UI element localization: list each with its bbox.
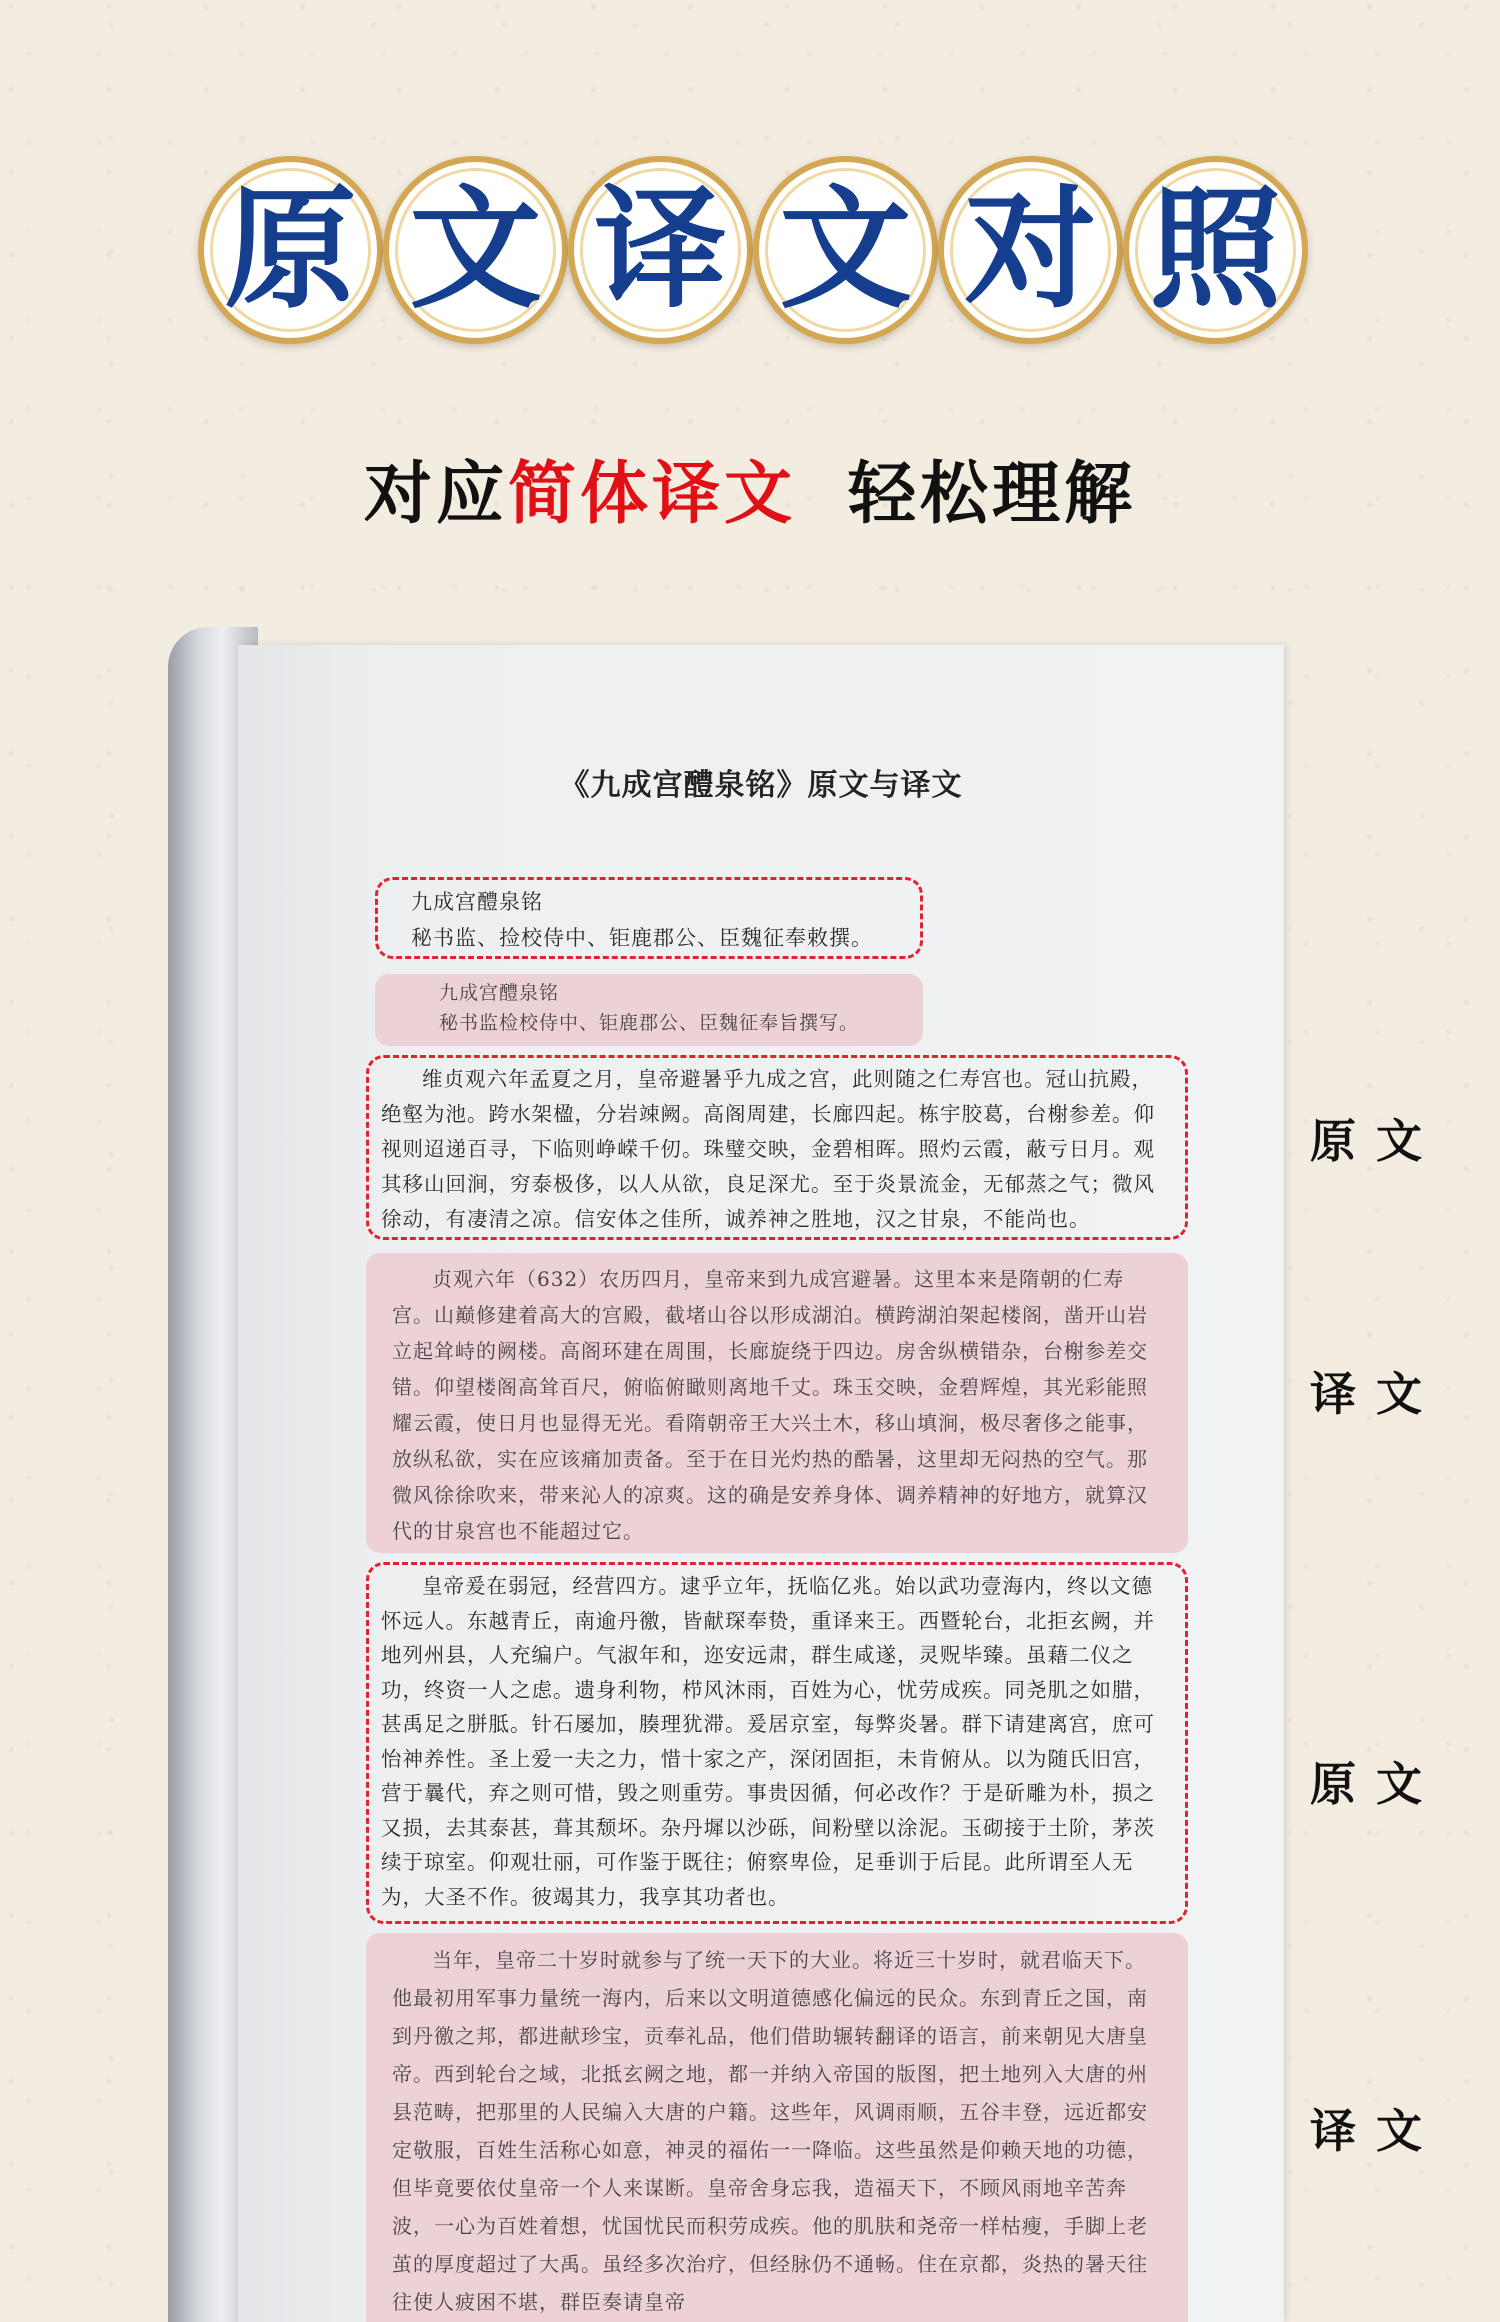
translation-author-line: 秘书监检校侍中、钜鹿郡公、臣魏征奉旨撰写。 [439, 1012, 860, 1034]
side-label-original: 原文 [1310, 1757, 1442, 1811]
original-paragraph: 皇帝爰在弱冠，经营四方。逮乎立年，抚临亿兆。始以武功壹海内，终以文德怀远人。东越青丘，南逾丹徼，皆献琛奉贽，重译来王。西暨轮台，北拒玄阙，并地列州县，人充编户。气淑年和，迩安远肃，群生咸遂，灵贶毕臻。虽藉二仪之功，终资一人之虑。遗身利物，栉风沐雨，百姓为心，忧劳成疾。同尧肌之如腊，甚禹足之胼胝。针石屡加，腠理犹滞。爰居京室，每弊炎暑。群下请建离宫，庶可怡神养性。圣上爱一夫之力，惜十家之产，深闭固拒，未肯俯从。以为随氏旧宫，营于曩代，弃之则可惜，毁之则重劳。事贵因循，何必改作？于是斫雕为朴，损之又损，去其泰甚，葺其颓坏。杂丹墀以沙砾，间粉壁以涂泥。玉砌接于土阶，茅茨续于琼室。仰观壮丽，可作鉴于既往；俯察卑俭，足垂训于后昆。此所谓至人无为，大圣不作。彼竭其力，我享其功者也。 [381, 1574, 1155, 1909]
original-author-line: 秘书监、捡校侍中、钜鹿郡公、臣魏征奉敕撰。 [411, 926, 873, 950]
page-title: 《九成宫醴泉铭》原文与译文 [559, 768, 963, 803]
original-heading: 九成宫醴泉铭 [411, 890, 543, 914]
subtitle-part1: 对应 [363, 454, 508, 534]
translation-text-block [366, 1253, 1188, 1553]
subtitle-part2: 轻松理解 [848, 454, 1137, 534]
translation-paragraph: 当年，皇帝二十岁时就参与了统一天下的大业。将近三十岁时，就君临天下。他最初用军事力量统一海内，后来以文明道德感化偏远的民众。东到青丘之国，南到丹徼之邦，都进献珍宝，贡奉礼品，他们借助辗转翻译的语言，前来朝见大唐皇帝。西到轮台之域，北抵玄阙之地，都一并纳入帝国的版图，把土地列入大唐的州县范畴，把那里的人民编入大唐的户籍。这些年，风调雨顺，五谷丰登，远近都安定敬服，百姓生活称心如意，神灵的福佑一一降临。这些虽然是仰赖天地的功德，但毕竟要依仗皇帝一个人来谋断。皇帝舍身忘我，造福天下，不顾风雨地辛苦奔波，一心为百姓着想，忧国忧民而积劳成疾。他的肌肤和尧帝一样枯瘦，手脚上老茧的厚度超过了大禹。虽经多次治疗，但经脉仍不通畅。住在京都，炎热的暑天往往使人疲困不堪，群臣奏请皇帝 [392, 1948, 1148, 2314]
title-char-circle: 译 [568, 156, 753, 344]
title-banner [198, 156, 1308, 346]
title-char-circle: 文 [383, 156, 568, 344]
title-char-circle: 文 [753, 156, 938, 344]
original-text-block [375, 877, 923, 959]
title-char-circle: 对 [938, 156, 1123, 344]
side-label-translation: 译文 [1310, 2104, 1442, 2158]
original-text-block [366, 1055, 1188, 1240]
original-text-block [366, 1562, 1188, 1924]
title-char-circle: 原 [198, 156, 383, 344]
subtitle [0, 440, 1500, 537]
title-char-circle: 照 [1123, 156, 1308, 344]
translation-paragraph: 贞观六年（632）农历四月，皇帝来到九成宫避暑。这里本来是隋朝的仁寿宫。山巅修建着高大的宫殿，截堵山谷以形成湖泊。横跨湖泊架起楼阁，凿开山岩立起耸峙的阙楼。高阁环建在周围，长廊旋绕于四边。房舍纵横错杂，台榭参差交错。仰望楼阁高耸百尺，俯临俯瞰则离地千丈。珠玉交映，金碧辉煌，其光彩能照耀云霞，使日月也显得无光。看隋朝帝王大兴土木，移山填涧，极尽奢侈之能事，放纵私欲，实在应该痛加责备。至于在日光灼热的酷暑，这里却无闷热的空气。那微风徐徐吹来，带来沁人的凉爽。这的确是安养身体、调养精神的好地方，就算汉代的甘泉宫也不能超过它。 [392, 1267, 1148, 1543]
translation-text-block [375, 974, 923, 1046]
translation-heading: 九成宫醴泉铭 [439, 982, 560, 1004]
translation-text-block [366, 1933, 1188, 2322]
subtitle-highlight: 简体译文 [507, 454, 796, 534]
side-label-translation: 译文 [1310, 1367, 1442, 1421]
side-label-original: 原文 [1310, 1114, 1442, 1168]
original-paragraph: 维贞观六年孟夏之月，皇帝避暑乎九成之宫，此则随之仁寿宫也。冠山抗殿，绝壑为池。跨水架楹，分岩竦阙。高阁周建，长廊四起。栋宇胶葛，台榭参差。仰视则迢递百寻，下临则峥嵘千仞。珠璧交映，金碧相晖。照灼云霞，蔽亏日月。观其移山回涧，穷泰极侈，以人从欲，良足深尤。至于炎景流金，无郁蒸之气；微风徐动，有凄清之凉。信安体之佳所，诚养神之胜地，汉之甘泉，不能尚也。 [381, 1067, 1155, 1231]
